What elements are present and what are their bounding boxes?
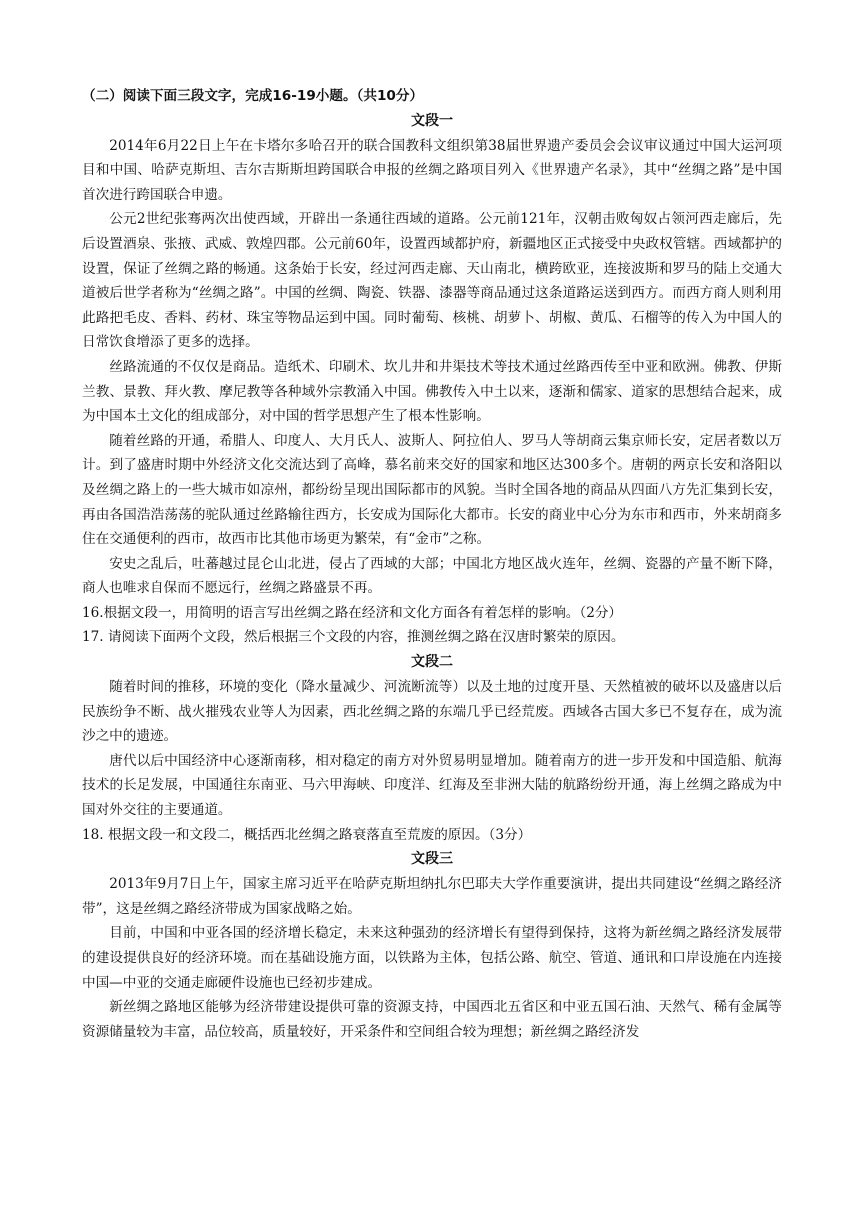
question-18: 18. 根据文段一和文段二，概括西北丝绸之路衰落直至荒废的原因。（3分） — [82, 826, 532, 843]
passage1-title: 文段一 — [411, 112, 453, 129]
question-16: 16.根据文段一，用简明的语言写出丝绸之路在经济和文化方面各有着怎样的影响。（2分） — [82, 604, 623, 621]
document-page — [82, 84, 782, 1044]
passage2-title: 文段二 — [411, 654, 453, 671]
question-17: 17. 请阅读下面两个文段，然后根据三个文段的内容，推测丝绸之路在汉唐时繁荣的原因。 — [82, 629, 625, 646]
passage3-paragraph: 新丝绸之路地区能够为经济带建设提供可靠的资源支持，中国西北五省区和中亚五国石油、天然气、稀有金属等资源储量较为丰富，品位较高，质量较好，开采条件和空间组合较为理想；新丝绸之路经济发 — [82, 999, 782, 1040]
passage1-paragraph: 公元2世纪张骞两次出使西域，开辟出一条通往西域的道路。公元前121年，汉朝击败匈奴占领河西走廊后，先后设置酒泉、张掖、武威、敦煌四郡。公元前60年，设置西域都护府，新疆地区正式接受中央政权管辖。西域都护的设置，保证了丝绸之路的畅通。这条始于长安，经过河西走廊、天山南北，横跨欧亚，连接波斯和罗马的陆上交通大道被后世学者称为“丝绸之路”。中国的丝绸、陶瓷、铁器、漆器等商品通过这条道路运送到西方。而西方商人则利用此路把毛皮、香料、药材、珠宝等物品运到中国。同时葡萄、核桃、胡萝卜、胡椒、黄瓜、石榴等的传入为中国人的日常饮食增添了更多的选择。 — [82, 211, 782, 351]
passage1-paragraph: 安史之乱后，吐蕃越过昆仑山北进，侵占了西域的大部；中国北方地区战火连年，丝绸、瓷器的产量不断下降，商人也唯求自保而不愿远行，丝绸之路盛景不再。 — [82, 555, 782, 597]
passage3-title: 文段三 — [411, 851, 453, 868]
passage2-paragraph: 随着时间的推移，环境的变化（降水量减少、河流断流等）以及土地的过度开垦、天然植被的破坏以及盛唐以后民族纷争不断、战火摧残农业等人为因素，西北丝绸之路的东端几乎已经荒废。西域各古国大多已不复存在，成为流沙之中的遗迹。 — [82, 679, 782, 745]
passage1-paragraph: 随着丝路的开通，希腊人、印度人、大月氏人、波斯人、阿拉伯人、罗马人等胡商云集京师长安，定居者数以万计。到了盛唐时期中外经济文化交流达到了高峰，慕名前来交好的国家和地区达300多个。唐朝的两京长安和洛阳以及丝绸之路上的一些大城市如凉州，都纷纷呈现出国际都市的风貌。当时全国各地的商品从四面八方先汇集到长安，再由各国浩浩荡荡的驼队通过丝路输往西方，长安成为国际化大都市。长安的商业中心分为东市和西市，外来胡商多住在交通便利的西市，故西市比其他市场更为繁荣，有“金市”之称。 — [82, 432, 782, 548]
passage3-paragraph: 目前，中国和中亚各国的经济增长稳定，未来这种强劲的经济增长有望得到保持，这将为新丝绸之路经济发展带的建设提供良好的经济环境。而在基础设施方面，以铁路为主体，包括公路、航空、管道、通讯和口岸设施在内连接中国—中亚的交通走廊硬件设施也已经初步建成。 — [82, 925, 782, 991]
section-heading: （二）阅读下面三段文字，完成16-19小题。（共10分） — [82, 88, 424, 104]
passage1-paragraph: 2014年6月22日上午在卡塔尔多哈召开的联合国教科文组织第38届世界遗产委员会会议审议通过中国大运河项目和中国、哈萨克斯坦、吉尔吉斯斯坦跨国联合申报的丝绸之路项目列入《世界遗产名录》，其中“丝绸之路”是中国首次进行跨国联合申遗。 — [82, 137, 782, 203]
passage2-paragraph: 唐代以后中国经济中心逐渐南移，相对稳定的南方对外贸易明显增加。随着南方的进一步开发和中国造船、航海技术的长足发展，中国通往东南亚、马六甲海峡、印度洋、红海及至非洲大陆的航路纷纷开通，海上丝绸之路成为中国对外交往的主要通道。 — [82, 752, 782, 819]
passage3-paragraph: 2013年9月7日上午，国家主席习近平在哈萨克斯坦纳扎尔巴耶夫大学作重要演讲，提出共同建设“丝绸之路经济带”，这是丝绸之路经济带成为国家战略之始。 — [82, 876, 782, 917]
passage1-paragraph: 丝路流通的不仅仅是商品。造纸术、印刷术、坎儿井和井渠技术等技术通过丝路西传至中亚和欧洲。佛教、伊斯兰教、景教、拜火教、摩尼教等各种域外宗教涌入中国。佛教传入中土以来，逐渐和儒家、道家的思想结合起来，成为中国本土文化的组成部分，对中国的哲学思想产生了根本性影响。 — [82, 358, 782, 425]
